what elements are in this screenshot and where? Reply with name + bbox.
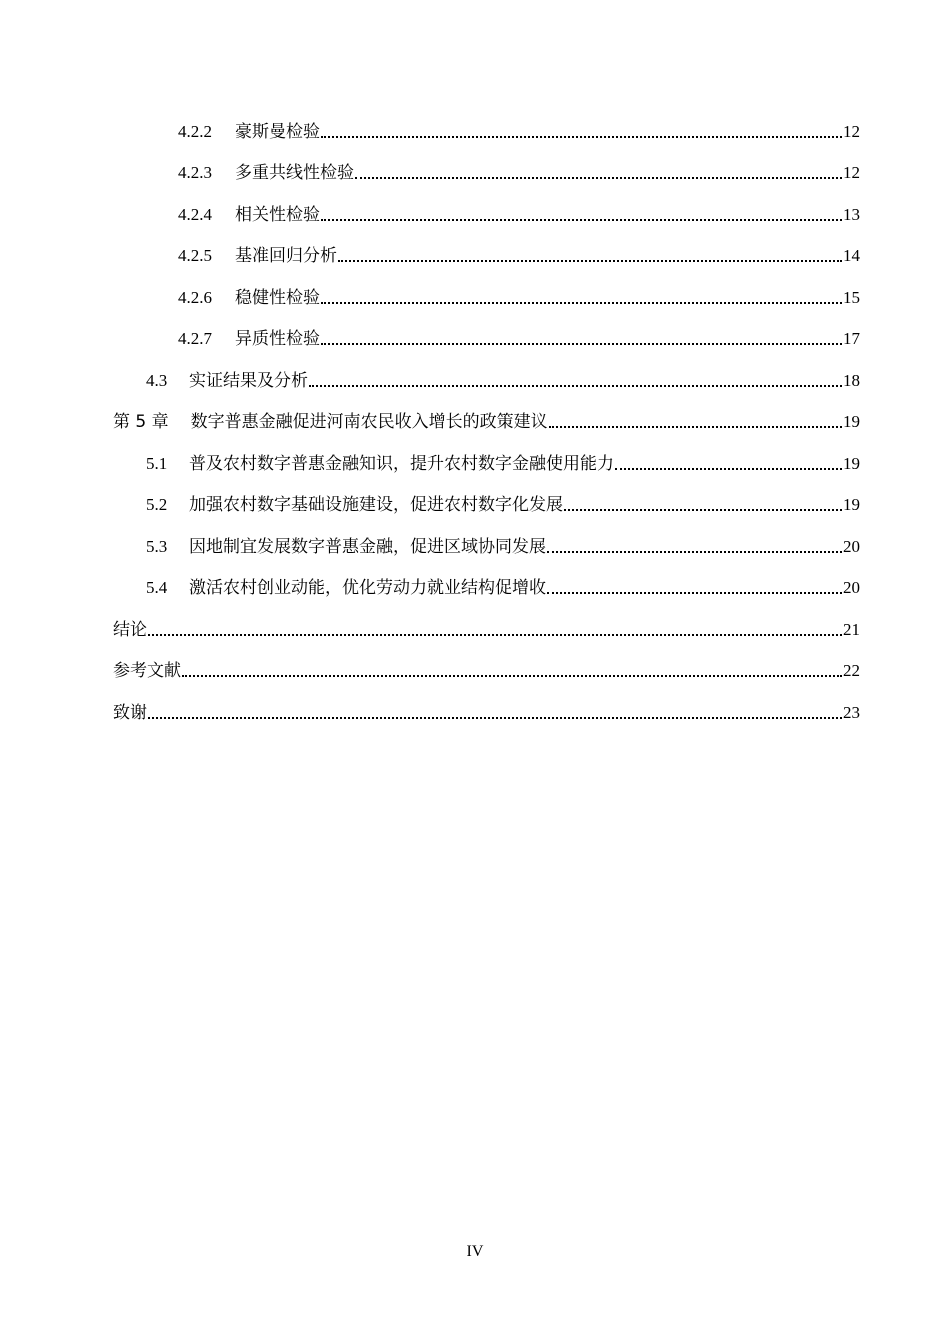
toc-entry-references[interactable] [113,659,860,683]
toc-entry-page: 17 [843,329,860,348]
toc-entry-title: 豪斯曼检验 [235,122,320,141]
toc-entry-number: 4.2.4 [178,205,212,224]
toc-entry-5-4[interactable] [146,576,860,600]
toc-entry-4-2-6[interactable] [178,286,860,310]
toc-leader-dots [148,717,842,719]
toc-entry-number: 4.2.5 [178,246,212,265]
toc-leader-dots [355,177,842,179]
toc-entry-title: 异质性检验 [235,329,320,348]
toc-entry-number: 4.2.7 [178,329,212,348]
toc-entry-page: 22 [843,661,860,680]
toc-entry-4-3[interactable] [146,369,860,393]
toc-entry-5-2[interactable] [146,493,860,517]
toc-leader-dots [547,592,842,594]
toc-entry-title: 相关性检验 [235,205,320,224]
toc-entry-title: 加强农村数字基础设施建设，促进农村数字化发展 [189,495,563,514]
toc-entry-title: 因地制宜发展数字普惠金融，促进区域协同发展 [189,537,546,556]
toc-entry-4-2-4[interactable] [178,203,860,227]
toc-entry-page: 15 [843,288,860,307]
toc-entry-4-2-7[interactable] [178,327,860,351]
toc-leader-dots [321,136,842,138]
page-number: IV [466,1243,484,1260]
toc-leader-dots [182,675,842,677]
toc-entry-title: 实证结果及分析 [189,371,308,390]
toc-entry-page: 19 [843,412,860,431]
toc-entry-title: 致谢 [113,703,147,723]
toc-entry-title: 激活农村创业动能，优化劳动力就业结构促增收 [189,578,546,597]
toc-leader-dots [564,509,842,511]
toc-entry-number: 5.1 [146,454,168,473]
toc-leader-dots [321,302,842,304]
toc-entry-title: 参考文献 [113,661,181,681]
toc-entry-5-1[interactable] [146,452,860,476]
toc-entry-acknowledgements[interactable] [113,701,860,725]
toc-entry-number: 第 5 章 [113,412,169,432]
toc-leader-dots [321,343,842,345]
toc-leader-dots [549,426,842,428]
toc-entry-number: 4.2.2 [178,122,212,141]
toc-entry-page: 12 [843,122,860,141]
toc-entry-title: 结论 [113,620,147,640]
toc-entry-page: 19 [843,495,860,514]
toc-entry-4-2-2[interactable] [178,120,860,144]
toc-entry-4-2-5[interactable] [178,244,860,268]
toc-entry-page: 21 [843,620,860,639]
toc-entry-title: 普及农村数字普惠金融知识，提升农村数字金融使用能力 [189,454,614,473]
toc-entry-number: 4.3 [146,371,168,390]
toc-entry-number: 4.2.3 [178,163,212,182]
toc-entry-title: 多重共线性检验 [235,163,354,182]
toc-leader-dots [321,219,842,221]
toc-entry-page: 12 [843,163,860,182]
toc-entry-chapter-5[interactable] [113,410,860,434]
toc-entry-title: 稳健性检验 [235,288,320,307]
toc-leader-dots [615,468,842,470]
toc-leader-dots [338,260,842,262]
toc-entry-number: 5.3 [146,537,168,556]
toc-leader-dots [547,551,842,553]
toc-entry-number: 5.4 [146,578,168,597]
toc-entry-title: 基准回归分析 [235,246,337,265]
toc-entry-page: 20 [843,578,860,597]
toc-entry-page: 14 [843,246,860,265]
toc-entry-page: 19 [843,454,860,473]
toc-entry-page: 13 [843,205,860,224]
toc-leader-dots [309,385,842,387]
toc-entry-page: 18 [843,371,860,390]
toc-entry-number: 5.2 [146,495,168,514]
toc-leader-dots [148,634,842,636]
toc-entry-title: 数字普惠金融促进河南农民收入增长的政策建议 [190,412,548,432]
toc-entry-page: 23 [843,703,860,722]
toc-entry-conclusion[interactable] [113,618,860,642]
toc-entry-page: 20 [843,537,860,556]
toc-entry-4-2-3[interactable] [178,161,860,185]
toc-entry-number: 4.2.6 [178,288,212,307]
toc-entry-5-3[interactable] [146,535,860,559]
